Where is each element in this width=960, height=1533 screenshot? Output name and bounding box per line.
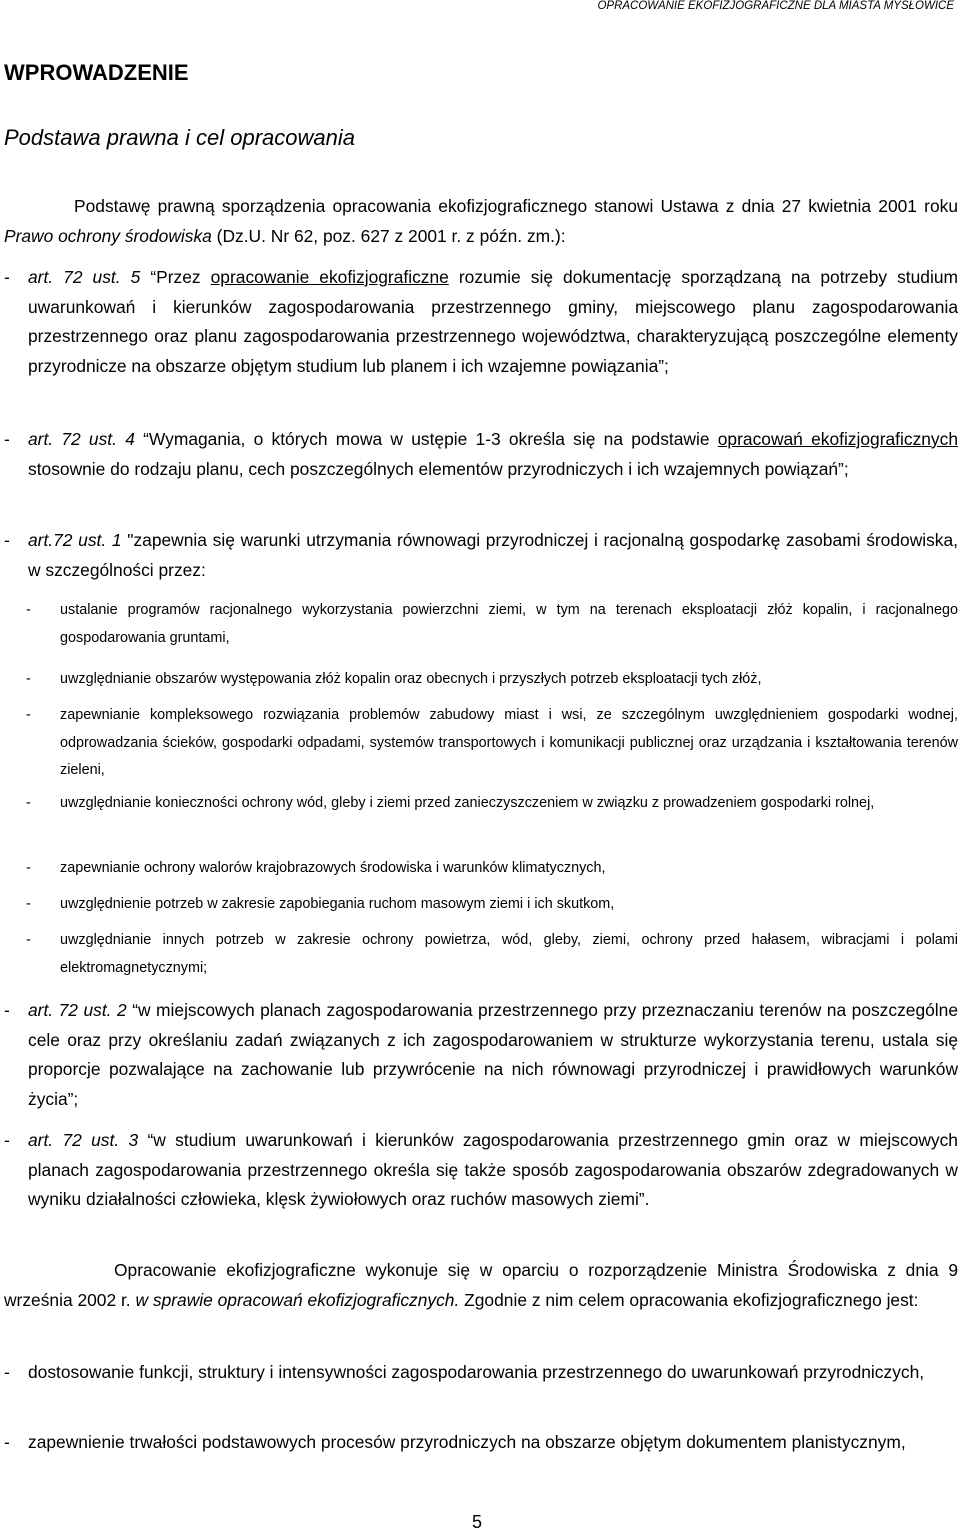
page-number: 5 bbox=[472, 1512, 483, 1532]
underlined-term: opracowań ekofizjograficznych bbox=[717, 429, 958, 449]
article-text: “w miejscowych planach zagospodarowania przestrzennego przy przeznaczaniu terenów na poszczególne cele oraz przy określaniu zadań związanych z ich zagospodarowaniem w strukturze wykorzystania terenu, ustala się proporcje pozwalające na zachowanie lub przywrócenie na nich równowagi przyrodniczej i prawidłowych warunków życia”; bbox=[28, 1000, 958, 1109]
sub-list-item bbox=[4, 597, 958, 652]
goal-text: dostosowanie funkcji, struktury i intensywności zagospodarowania przestrzennego do uwarunkowań przyrodniczych, bbox=[28, 1362, 925, 1382]
list-dash: - bbox=[4, 1000, 10, 1020]
list-dash: - bbox=[26, 707, 31, 723]
article-reference: art. 72 ust. 4 bbox=[28, 429, 135, 449]
list-dash: - bbox=[4, 1432, 10, 1452]
sub-list-item bbox=[4, 790, 958, 818]
sub-item-text: uwzględnienie potrzeb w zakresie zapobiegania ruchom masowym ziemi i ich skutkom, bbox=[60, 896, 615, 912]
article-reference: art. 72 ust. 2 bbox=[28, 1000, 127, 1020]
section-title: WPROWADZENIE bbox=[4, 60, 189, 85]
intro-text: Podstawę prawną sporządzenia opracowania ekofizjograficznego stanowi Ustawa z dnia 27 kwietnia 2001 roku bbox=[74, 196, 958, 216]
article-text: “w studium uwarunkowań i kierunków zagospodarowania przestrzennego gmin oraz w miejscowych planach zagospodarowania przestrzennego określa się także sposób zagospodarowania obszarów zdegradowanych w wyniku działalności człowieka, klęsk żywiołowych oraz ruchów masowych ziemi”. bbox=[28, 1130, 958, 1209]
article-reference: art. 72 ust. 3 bbox=[28, 1130, 139, 1150]
list-dash: - bbox=[26, 602, 31, 618]
article-3-item bbox=[4, 1126, 958, 1215]
list-dash: - bbox=[26, 795, 31, 811]
list-dash: - bbox=[4, 1130, 10, 1150]
article-4-item bbox=[4, 425, 958, 484]
article-1-item bbox=[4, 526, 958, 585]
article-text: "zapewnia się warunki utrzymania równowagi przyrodniczej i racjonalną gospodarkę zasobami środowiska, w szczególności przez: bbox=[28, 530, 959, 580]
closing-text: Opracowanie ekofizjograficzne wykonuje się w oparciu o rozporządzenie Ministra Środowiska z dnia 9 września 2002 r. bbox=[4, 1260, 958, 1310]
list-dash: - bbox=[26, 896, 31, 912]
list-dash: - bbox=[26, 860, 31, 876]
list-dash: - bbox=[26, 932, 31, 948]
regulation-title: w sprawie opracowań ekofizjograficznych. bbox=[135, 1289, 460, 1310]
article-text-end: stosownie do rodzaju planu, cech poszczególnych elementów przyrodniczych i ich wzajemnych powiązań”; bbox=[28, 458, 849, 479]
sub-item-text: ustalanie programów racjonalnego wykorzystania powierzchni ziemi, w tym na terenach eksploatacji złóż kopalin, i racjonalnego gospodarowania gruntami, bbox=[60, 602, 958, 646]
section-subtitle: Podstawa prawna i cel opracowania bbox=[4, 125, 355, 150]
sub-list-item bbox=[4, 702, 958, 785]
list-dash: - bbox=[4, 1362, 10, 1382]
article-5-item bbox=[4, 263, 958, 381]
intro-paragraph bbox=[4, 192, 958, 251]
article-reference: art. 72 ust. 5 bbox=[28, 267, 141, 287]
article-2-item bbox=[4, 996, 958, 1114]
article-text: rozumie się dokumentację sporządzaną na potrzeby studium uwarunkowań i kierunków zagospodarowania przestrzennego gminy, miejscowego planu zagospodarowania przestrzennego oraz planu zagospodarowania przestrzennego województwa, charakteryzującą poszczególne elementy przyrodnicze na obszarze objętym studium lub planem i ich wzajemne powiązania”; bbox=[28, 267, 958, 376]
list-dash: - bbox=[4, 429, 10, 449]
list-dash: - bbox=[26, 671, 31, 687]
sub-item-text: zapewnianie ochrony walorów krajobrazowych środowiska i warunków klimatycznych, bbox=[60, 860, 606, 876]
sub-item-text: uwzględnianie obszarów występowania złóż kopalin oraz obecnych i przyszłych potrzeb eksploatacji tych złóż, bbox=[60, 671, 762, 687]
sub-list-item bbox=[4, 927, 958, 982]
sub-item-text: uwzględnianie innych potrzeb w zakresie ochrony powietrza, wód, gleby, ziemi, ochrony przed hałasem, wibracjami i polami elektromagnetycznymi; bbox=[60, 932, 958, 976]
sub-item-text: zapewnianie kompleksowego rozwiązania problemów zabudowy miast i wsi, ze szczególnym uwzględnieniem gospodarki wodnej, odprowadzania ścieków, gospodarki odpadami, systemów transportowych i komunikacji publicznej oraz urządzania i kształtowania terenów zieleni, bbox=[60, 707, 958, 778]
list-dash: - bbox=[4, 267, 10, 287]
goal-text: zapewnienie trwałości podstawowych procesów przyrodniczych na obszarze objętym dokumentem planistycznym, bbox=[28, 1432, 906, 1452]
list-dash: - bbox=[4, 530, 10, 550]
sub-item-text: uwzględnianie konieczności ochrony wód, gleby i ziemi przed zanieczyszczeniem w związku z prowadzeniem gospodarki rolnej, bbox=[60, 795, 875, 811]
intro-act-title: Prawo ochrony środowiska bbox=[4, 225, 212, 246]
underlined-term: opracowanie ekofizjograficzne bbox=[210, 267, 449, 287]
goal-item bbox=[4, 1428, 958, 1458]
quote-start: “Przez bbox=[150, 267, 211, 287]
goal-item bbox=[4, 1358, 958, 1388]
article-reference: art.72 ust. 1 bbox=[28, 530, 122, 550]
intro-citation: (Dz.U. Nr 62, poz. 627 z 2001 r. z późn. zm.): bbox=[216, 225, 566, 246]
closing-text-end: Zgodnie z nim celem opracowania ekofizjograficznego jest: bbox=[464, 1289, 919, 1310]
closing-paragraph bbox=[4, 1256, 958, 1315]
article-text: “Wymagania, o których mowa w ustępie 1-3 określa się na podstawie bbox=[134, 429, 718, 449]
sub-list-item bbox=[4, 666, 958, 694]
sub-list-item bbox=[4, 855, 958, 883]
running-header: OPRACOWANIE EKOFIZJOGRAFICZNE DLA MIASTA MYSŁOWICE bbox=[597, 0, 954, 12]
sub-list-item bbox=[4, 891, 958, 919]
